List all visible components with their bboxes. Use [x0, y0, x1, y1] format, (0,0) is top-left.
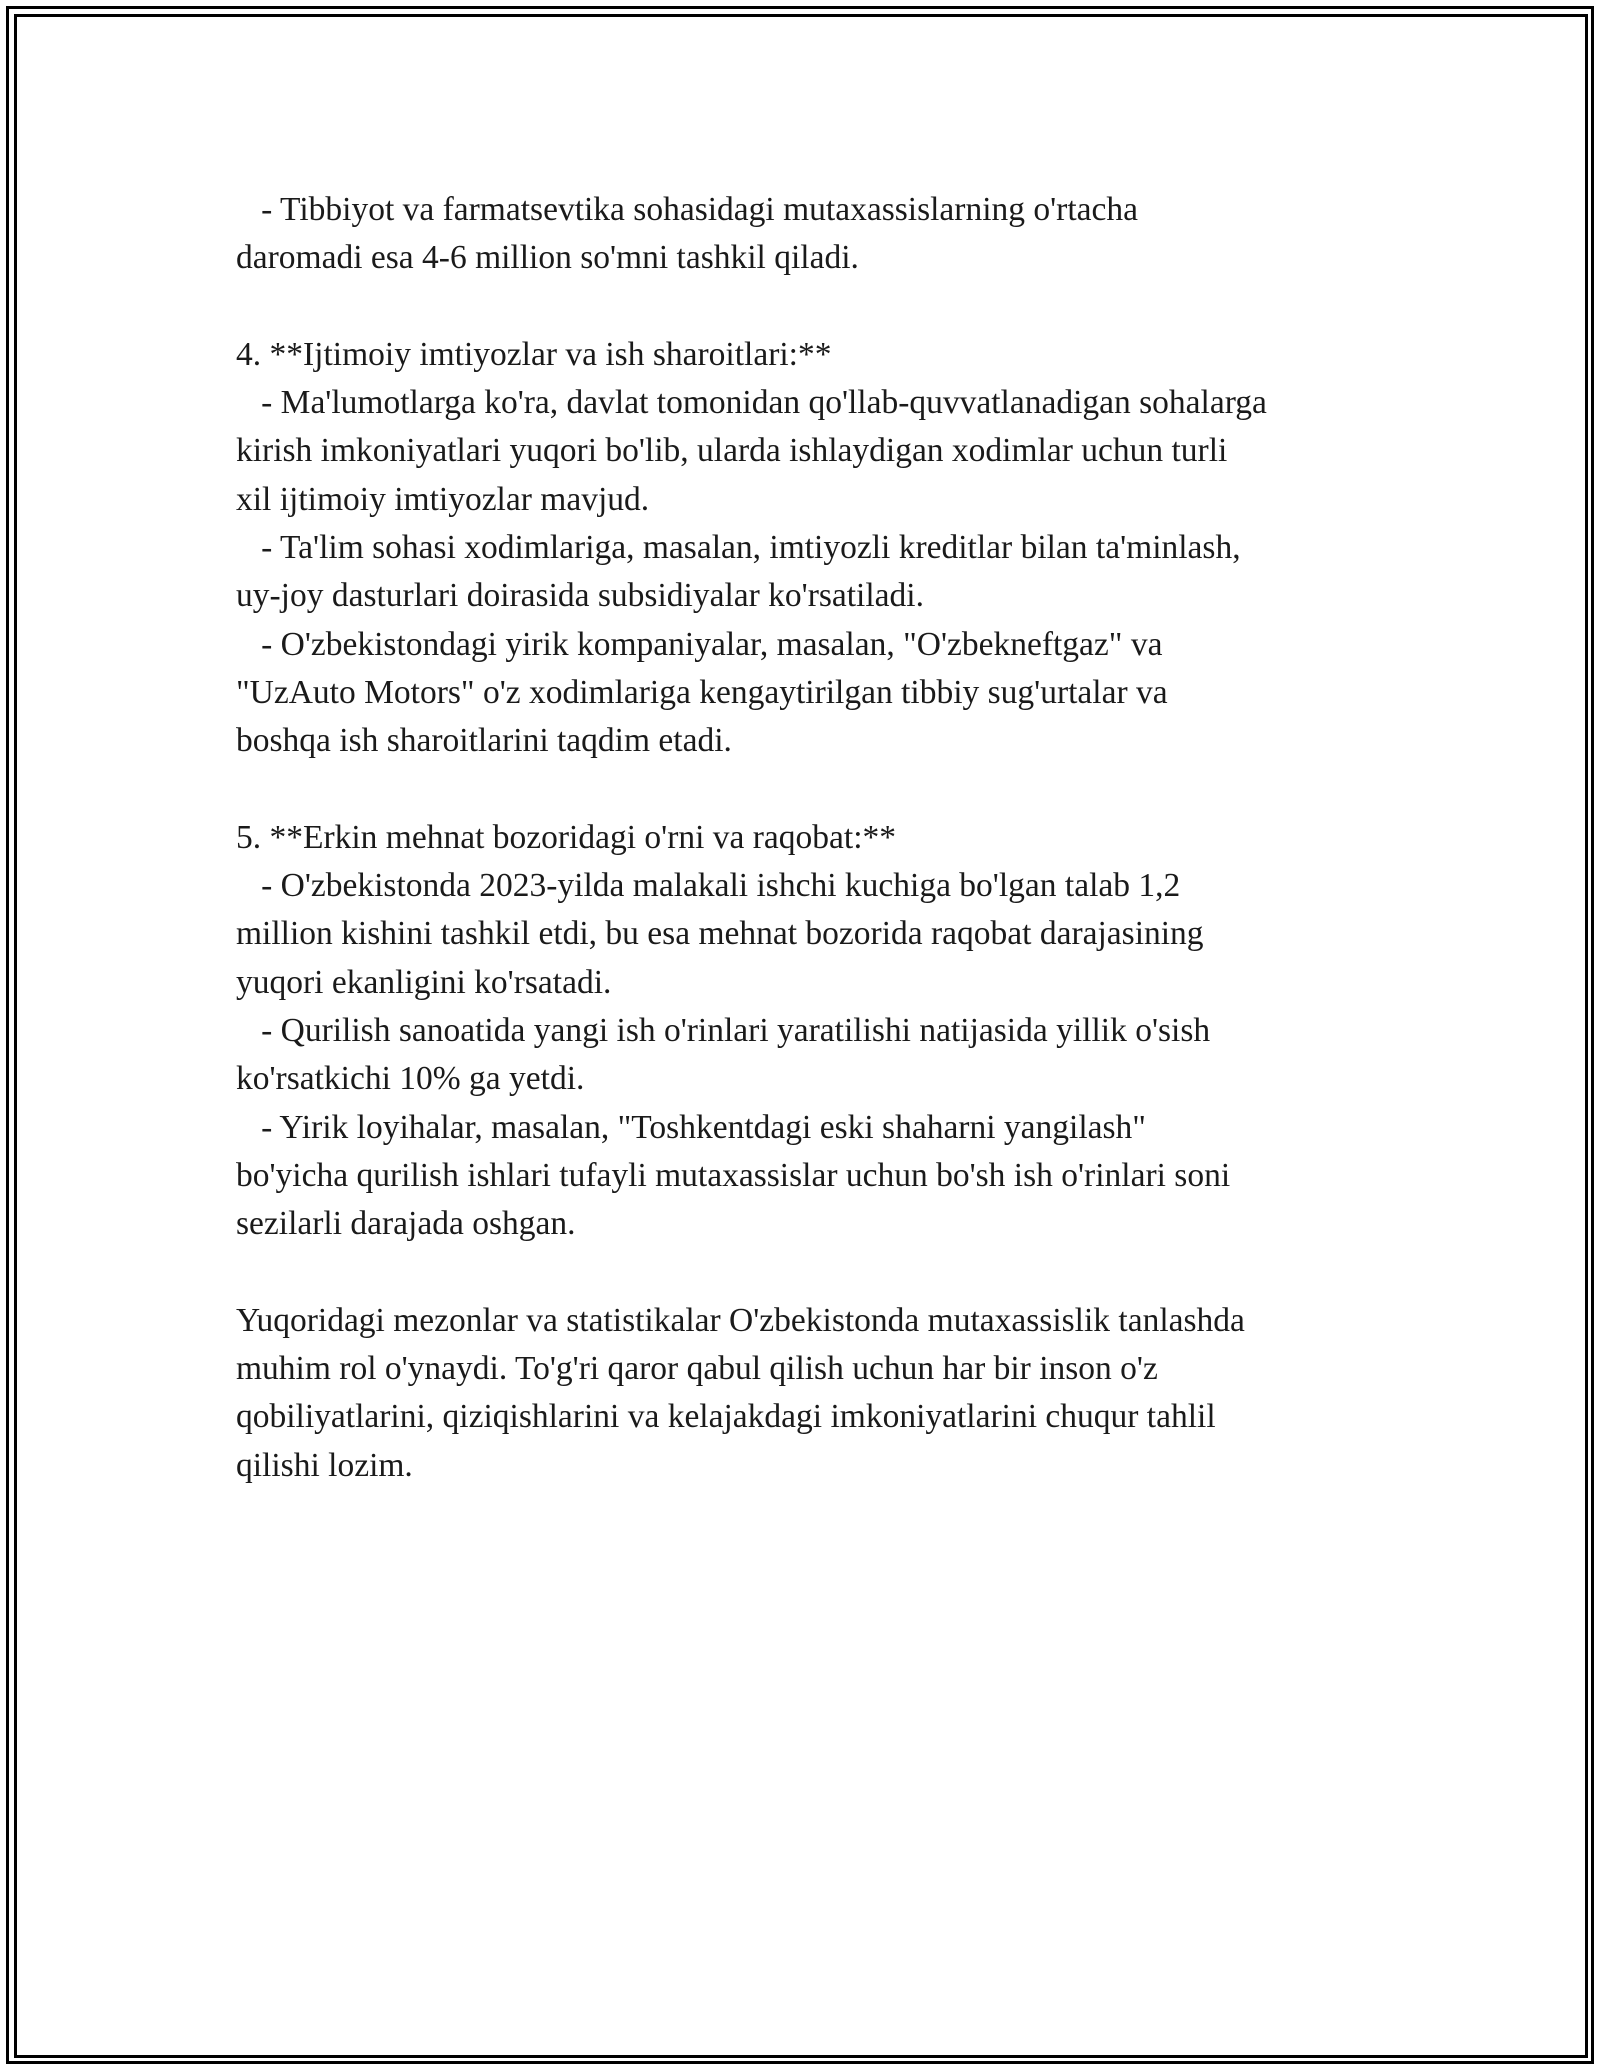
text-line: boshqa ish sharoitlarini taqdim etadi. [236, 722, 732, 760]
paragraph-gap [236, 283, 1366, 331]
paragraph-gap [236, 1249, 1366, 1297]
section-heading: 5. **Erkin mehnat bozoridagi o'rni va raqobat:** [236, 818, 897, 856]
text-line: - Qurilish sanoatida yangi ish o'rinlari yaratilishi natijasida yillik o'sish [236, 1012, 1211, 1050]
text-line: qilishi lozim. [236, 1446, 413, 1484]
text-line: sezilarli darajada oshgan. [236, 1205, 576, 1243]
text-line: kirish imkoniyatlari yuqori bo'lib, ularda ishlaydigan xodimlar uchun turli [236, 432, 1228, 470]
text-line: yuqori ekanligini ko'rsatadi. [236, 963, 612, 1001]
text-line: - Ta'lim sohasi xodimlariga, masalan, imtiyozli kreditlar bilan ta'minlash, [236, 529, 1241, 567]
text-line: "UzAuto Motors" o'z xodimlariga kengaytirilgan tibbiy sug'urtalar va [236, 673, 1168, 711]
paragraph-gap [236, 766, 1366, 814]
text-line: bo'yicha qurilish ishlari tufayli mutaxassislar uchun bo'sh ish o'rinlari soni [236, 1156, 1231, 1194]
text-line: - Ma'lumotlarga ko'ra, davlat tomonidan qo'llab-quvvatlanadigan sohalarga [236, 384, 1267, 422]
text-line: million kishini tashkil etdi, bu esa mehnat bozorida raqobat darajasining [236, 915, 1204, 953]
text-line: daromadi esa 4-6 million so'mni tashkil qiladi. [236, 239, 859, 277]
section-4-social-benefits [236, 331, 1366, 766]
text-line: ko'rsatkichi 10% ga yetdi. [236, 1060, 585, 1098]
text-line: xil ijtimoiy imtiyozlar mavjud. [236, 480, 650, 518]
section-heading: 4. **Ijtimoiy imtiyozlar va ish sharoitlari:** [236, 335, 832, 373]
text-line: - O'zbekistondagi yirik kompaniyalar, masalan, "O'zbekneftgaz" va [236, 625, 1163, 663]
text-line: muhim rol o'ynaydi. To'g'ri qaror qabul qilish uchun har bir inson o'z [236, 1350, 1158, 1388]
section-5-labor-market [236, 814, 1366, 1249]
document-body [236, 186, 1366, 1490]
text-line: - O'zbekistonda 2023-yilda malakali ishchi kuchiga bo'lgan talab 1,2 [236, 867, 1181, 905]
text-line: - Yirik loyihalar, masalan, "Toshkentdagi eski shaharni yangilash" [236, 1108, 1146, 1146]
text-line: Yuqoridagi mezonlar va statistikalar O'zbekistonda mutaxassislik tanlashda [236, 1301, 1245, 1339]
text-line: - Tibbiyot va farmatsevtika sohasidagi mutaxassislarning o'rtacha [236, 191, 1138, 228]
conclusion-paragraph [236, 1297, 1366, 1490]
text-line: uy-joy dasturlari doirasida subsidiyalar ko'rsatiladi. [236, 577, 924, 615]
text-line: qobiliyatlarini, qiziqishlarini va kelajakdagi imkoniyatlarini chuqur tahlil [236, 1398, 1216, 1436]
paragraph-medical-income [236, 186, 1366, 283]
